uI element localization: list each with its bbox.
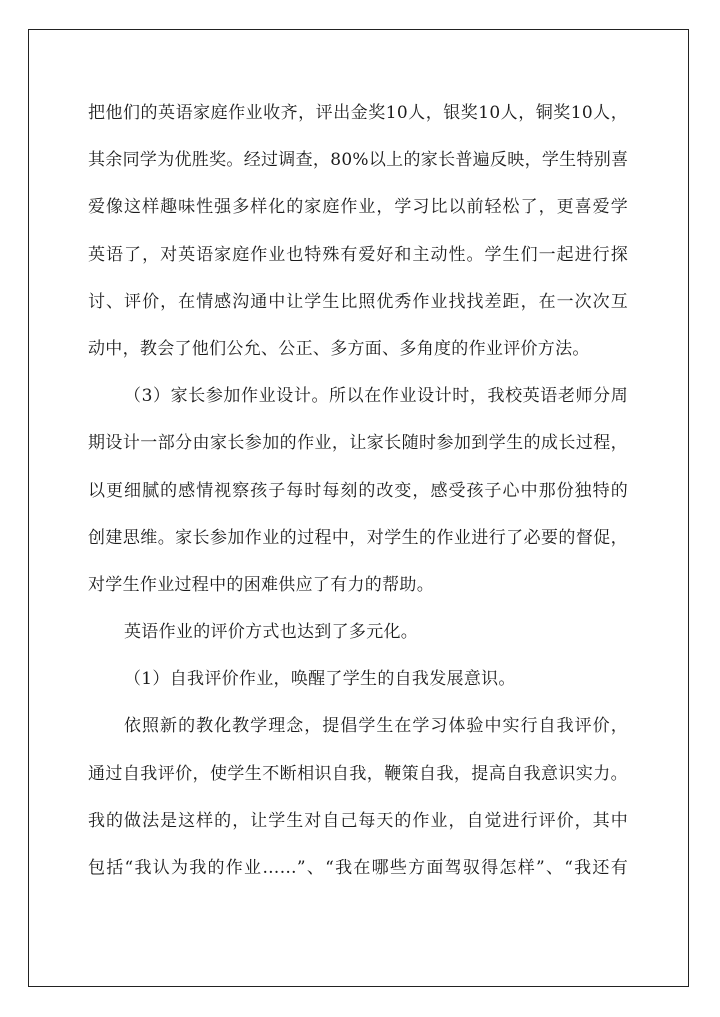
text-line-9: 以更细腻的感情视察孩子每时每刻的改变，感受孩子心中那份独特的 xyxy=(88,480,628,501)
text-line-16: 我的做法是这样的，让学生对自己每天的作业，自觉进行评价，其中 xyxy=(88,810,628,831)
text-line-2: 其余同学为优胜奖。经过调查，80%以上的家长普遍反映，学生特别喜 xyxy=(88,150,629,171)
text-line-14: 依照新的教化教学理念，提倡学生在学习体验中实行自我评价， xyxy=(124,716,628,737)
text-line-1: 把他们的英语家庭作业收齐，评出金奖10人，银奖10人，铜奖10人， xyxy=(88,103,628,123)
text-line-4: 英语了，对英语家庭作业也特殊有爱好和主动性。学生们一起进行探 xyxy=(88,244,628,265)
text-line-6: 动中，教会了他们公允、公正、多方面、多角度的作业评价方法。 xyxy=(88,338,590,359)
text-line-3: 爱像这样趣味性强多样化的家庭作业，学习比以前轻松了，更喜爱学 xyxy=(88,197,628,218)
text-line-7: （3）家长参加作业设计。所以在作业设计时，我校英语老师分周 xyxy=(124,386,628,407)
text-line-11: 对学生作业过程中的困难供应了有力的帮助。 xyxy=(88,574,434,595)
text-line-8: 期设计一部分由家长参加的作业，让家长随时参加到学生的成长过程， xyxy=(88,433,628,454)
document-body xyxy=(88,90,628,892)
text-line-15: 通过自我评价，使学生不断相识自我，鞭策自我，提高自我意识实力。 xyxy=(88,763,628,784)
text-line-10: 创建思维。家长参加作业的过程中，对学生的作业进行了必要的督促， xyxy=(88,527,628,548)
text-line-13: （1）自我评价作业，唤醒了学生的自我发展意识。 xyxy=(124,669,516,690)
text-line-12: 英语作业的评价方式也达到了多元化。 xyxy=(124,622,419,643)
text-line-17: 包括“我认为我的作业……”、“我在哪些方面驾驭得怎样”、“我还有 xyxy=(88,858,628,878)
text-line-5: 讨、评价，在情感沟通中让学生比照优秀作业找找差距，在一次次互 xyxy=(88,291,628,312)
